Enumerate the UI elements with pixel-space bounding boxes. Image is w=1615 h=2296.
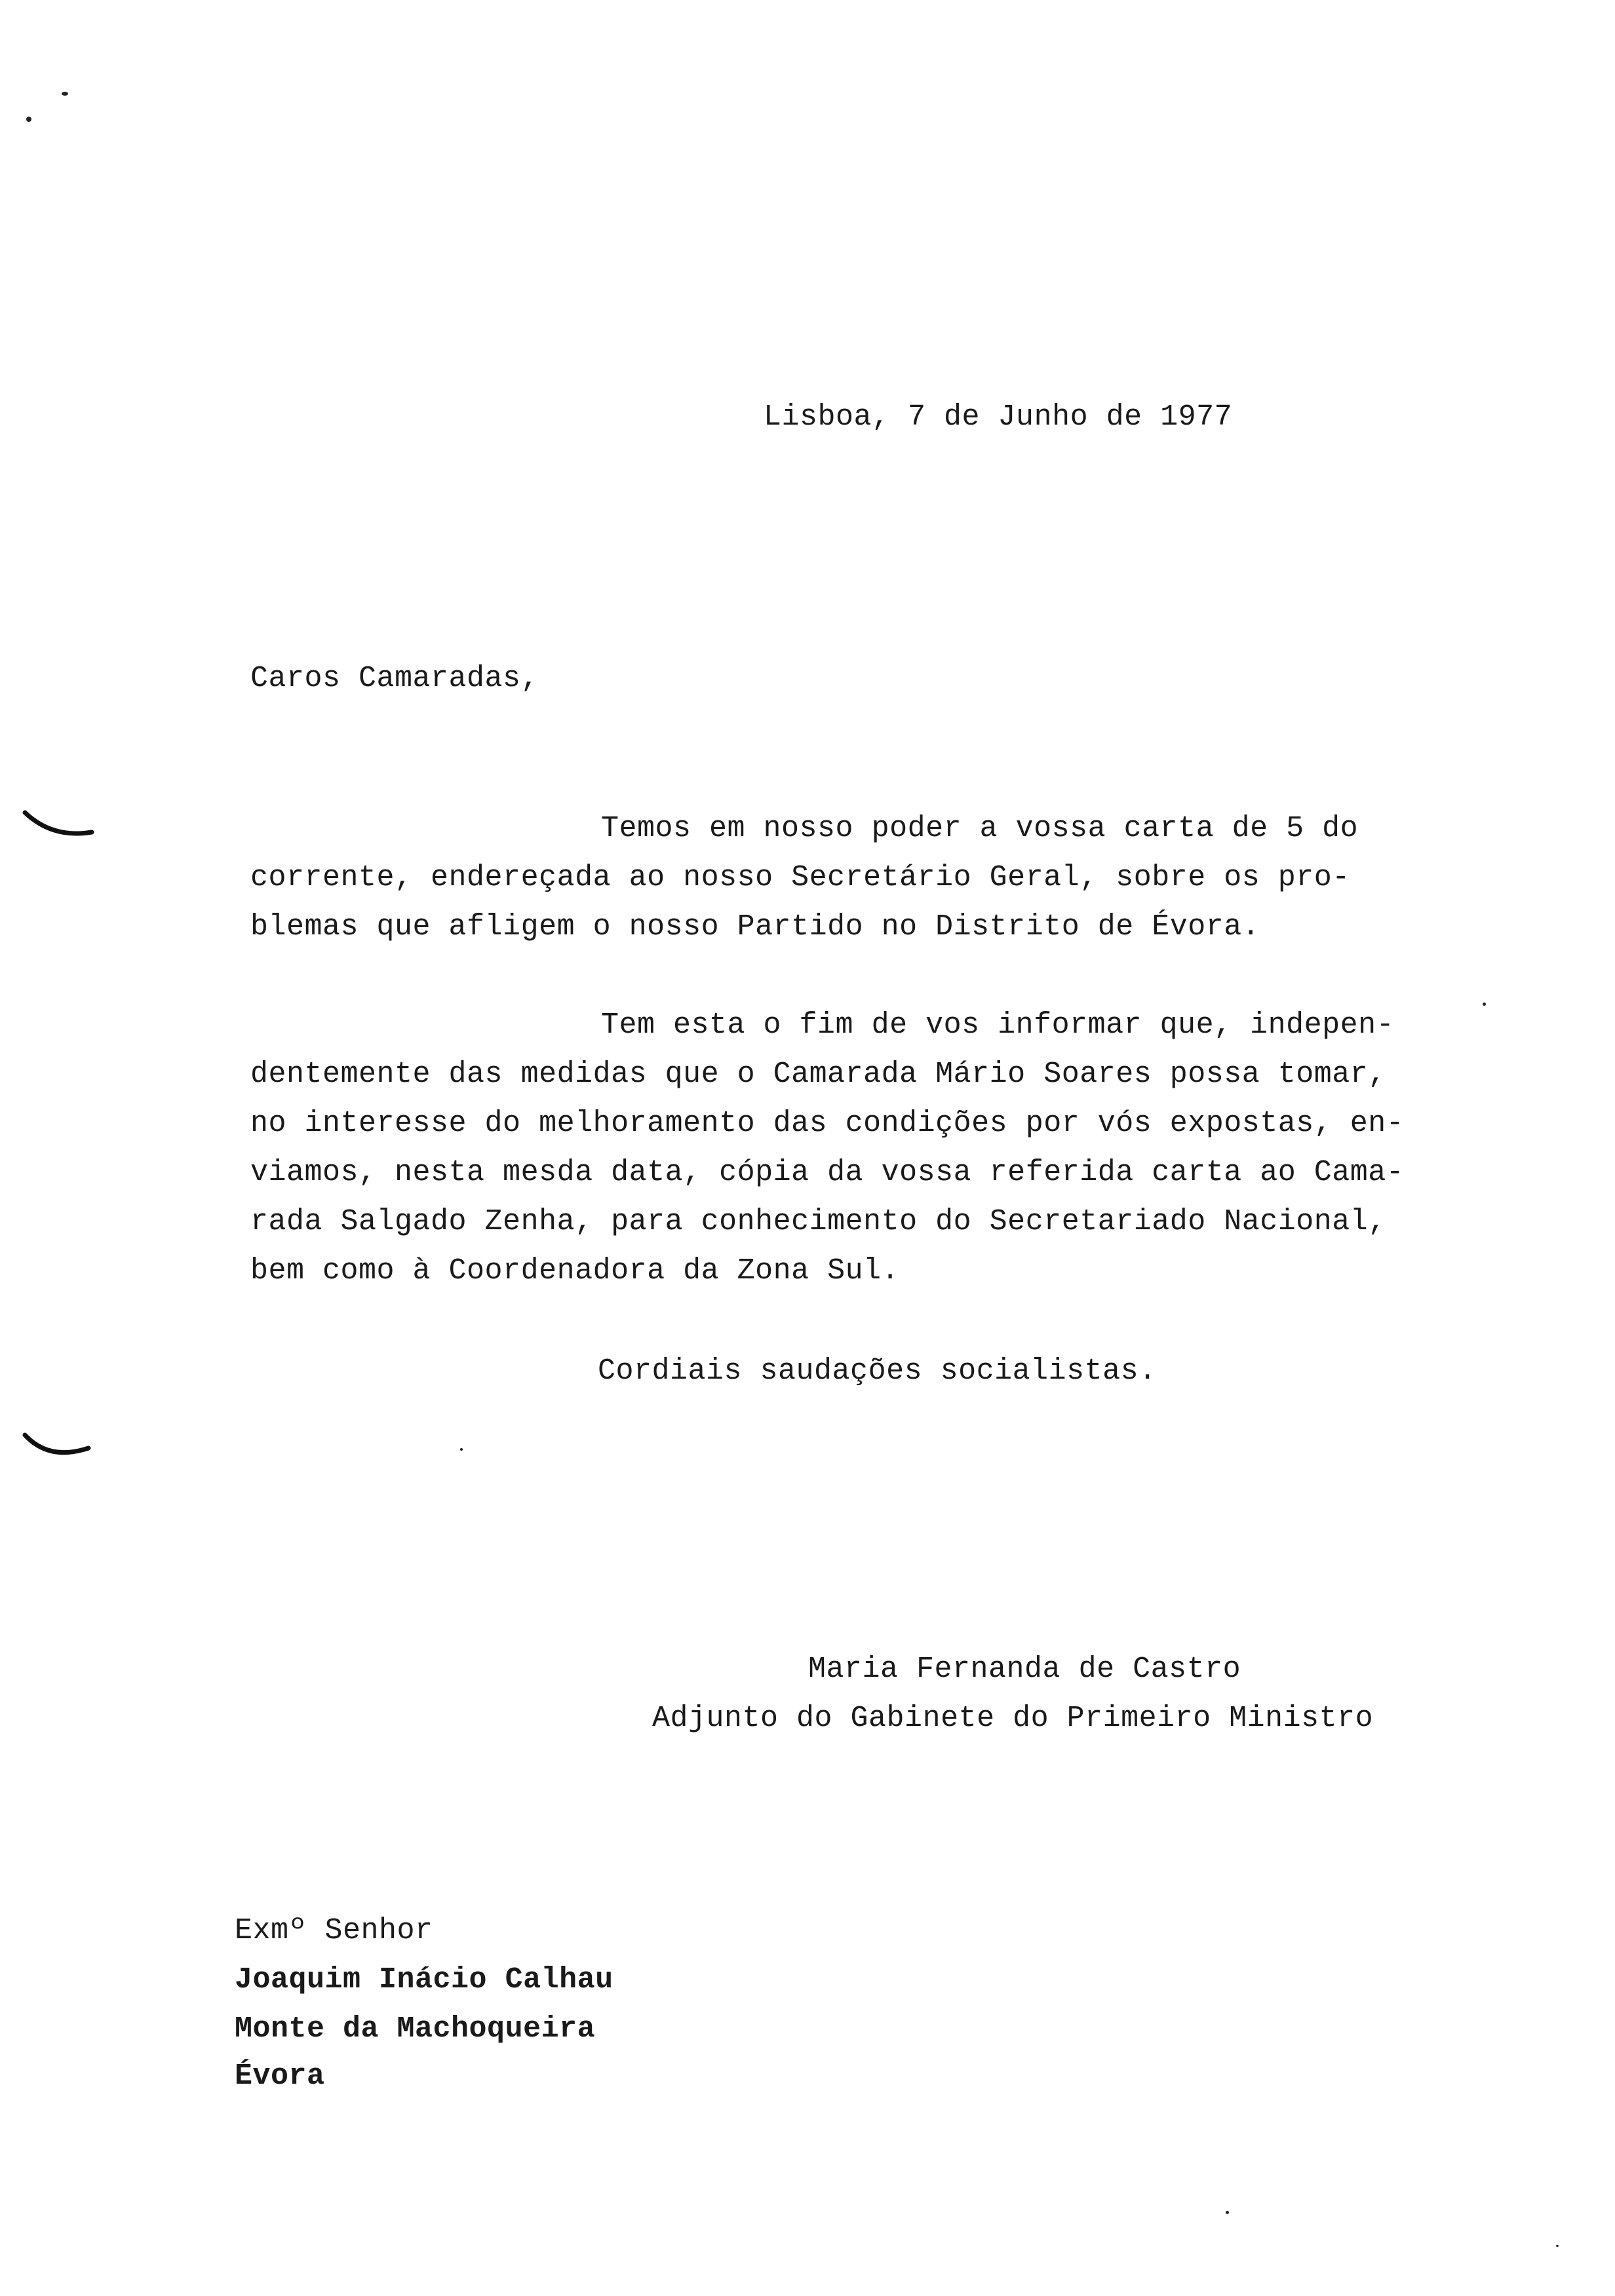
letter-date: Lisboa, 7 de Junho de 1977 <box>764 400 1233 434</box>
recipient-line: Évora <box>235 2059 325 2093</box>
scan-speck <box>26 117 31 122</box>
paragraph-line: Tem esta o fim de vos informar que, indepen- <box>601 1008 1395 1042</box>
paragraph-line: dentemente das medidas que o Camarada Mário Soares possa tomar, <box>250 1058 1386 1091</box>
paragraph-line: rada Salgado Zenha, para conhecimento do Secretariado Nacional, <box>250 1205 1386 1238</box>
salutation: Caros Camaradas, <box>250 662 539 695</box>
scan-speck <box>62 92 68 96</box>
paragraph-line: corrente, endereçada ao nosso Secretário Geral, sobre os pro- <box>250 861 1350 894</box>
paragraph-line: viamos, nesta mesda data, cópia da vossa referida carta ao Cama- <box>250 1156 1405 1189</box>
recipient-line: Exmº Senhor <box>235 1914 433 1947</box>
scan-speck <box>1556 2245 1559 2247</box>
scan-speck <box>460 1448 463 1451</box>
scan-speck <box>1226 2211 1229 2214</box>
paragraph-line: bem como à Coordenadora da Zona Sul. <box>250 1254 900 1288</box>
closing: Cordiais saudações socialistas. <box>598 1354 1157 1388</box>
punch-hole-mark <box>20 806 98 845</box>
recipient-line: Monte da Machoqueira <box>235 2012 596 2046</box>
paragraph-line: Temos em nosso poder a vossa carta de 5 do <box>601 812 1359 845</box>
scan-speck <box>1483 1003 1486 1006</box>
signature-title: Adjunto do Gabinete do Primeiro Ministro <box>652 1702 1374 1735</box>
paragraph-line: no interesse do melhoramento das condições por vós expostas, en- <box>250 1107 1405 1140</box>
paragraph-line: blemas que afligem o nosso Partido no Distrito de Évora. <box>250 910 1260 944</box>
punch-hole-mark <box>20 1428 98 1468</box>
recipient-line: Joaquim Inácio Calhau <box>235 1963 613 1997</box>
signature-name: Maria Fernanda de Castro <box>808 1653 1241 1686</box>
